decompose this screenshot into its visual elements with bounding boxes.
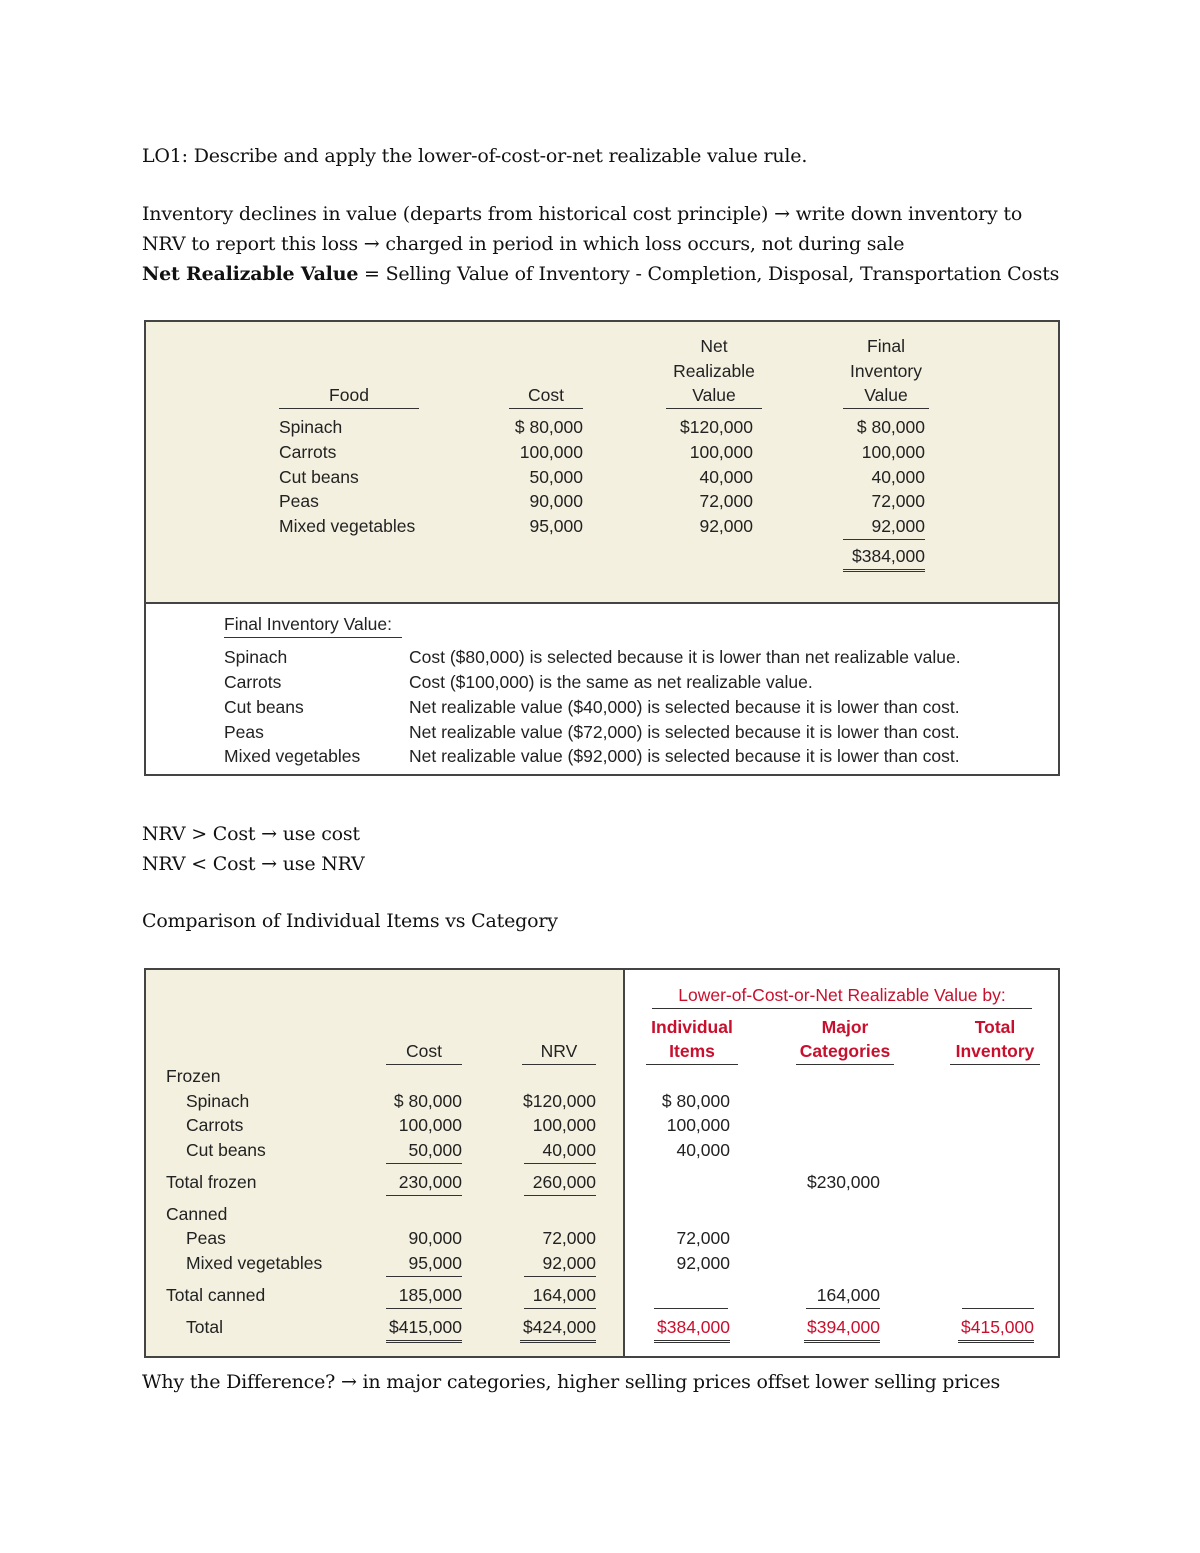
explain-text: Net realizable value ($40,000) is selected because it is lower than cost. (409, 697, 960, 717)
lcnrv-by-header: Lower-of-Cost-or-Net Realizable Value by: (652, 983, 1032, 1009)
nrv-cell: 92,000 (699, 516, 753, 536)
nrv-cell: 72,000 (699, 491, 753, 511)
final-cell: $ 80,000 (856, 417, 925, 437)
explain-text: Net realizable value ($72,000) is selected because it is lower than cost. (409, 722, 960, 742)
final-cell: 92,000 (843, 514, 925, 540)
grand-total-label: Total (186, 1317, 223, 1337)
col-header-nrv-3: Value (666, 383, 762, 409)
total-frozen-label: Total frozen (166, 1172, 257, 1192)
cost-cell: 95,000 (529, 516, 583, 536)
explain-item: Mixed vegetables (224, 746, 361, 766)
explain-item: Peas (224, 722, 264, 742)
paragraph-line-1: Inventory declines in value (departs from historical cost principle) → write down inventory to (142, 203, 1023, 225)
rule-nrv-less: NRV < Cost → use NRV (142, 853, 365, 875)
cost-cell: $ 80,000 (393, 1091, 462, 1111)
nrv-label: Net Realizable Value (142, 263, 359, 285)
comparison-title: Comparison of Individual Items vs Category (142, 910, 558, 932)
col-header-nrv: NRV (522, 1039, 596, 1065)
total-frozen-major: $230,000 (807, 1172, 880, 1192)
item-cell: Spinach (186, 1091, 250, 1111)
col-header-nrv-1: Net (700, 336, 728, 356)
total-subtotal-rule (962, 1283, 1034, 1309)
nrv-cell: $120,000 (680, 417, 753, 437)
explain-item: Cut beans (224, 697, 304, 717)
total-canned-cost: 185,000 (386, 1283, 462, 1309)
col-header-final-2: Inventory (850, 361, 922, 381)
rule-nrv-greater: NRV > Cost → use cost (142, 823, 360, 845)
item-cell: Cut beans (186, 1140, 266, 1160)
total-canned-label: Total canned (166, 1285, 266, 1305)
col-header-food: Food (279, 383, 419, 409)
explain-text: Cost ($80,000) is selected because it is lower than net realizable value. (409, 647, 961, 667)
paragraph-line-2: NRV to report this loss → charged in period in which loss occurs, not during sale (142, 233, 905, 255)
explain-item: Carrots (224, 672, 282, 692)
group-label-canned: Canned (166, 1204, 228, 1224)
food-cell: Carrots (279, 442, 337, 462)
lcnrv-example-table (144, 320, 1060, 776)
individual-cell: 100,000 (666, 1115, 730, 1135)
nrv-cell: 100,000 (532, 1115, 596, 1135)
cost-cell: 90,000 (408, 1228, 462, 1248)
individual-cell: 40,000 (676, 1140, 730, 1160)
lcnrv-table-top-panel (146, 322, 1058, 604)
cost-cell: 90,000 (529, 491, 583, 511)
group-label-frozen: Frozen (166, 1066, 221, 1086)
total-frozen-nrv: 260,000 (524, 1170, 596, 1196)
col-header-cost: Cost (386, 1039, 462, 1065)
food-cell: Spinach (279, 417, 343, 437)
nrv-cell: 92,000 (524, 1251, 596, 1277)
col-header-final-3: Value (843, 383, 929, 409)
lo1-heading: LO1: Describe and apply the lower-of-cost-or-net realizable value rule. (142, 145, 808, 167)
grand-total-major: $394,000 (804, 1315, 880, 1343)
item-cell: Carrots (186, 1115, 244, 1135)
food-cell: Mixed vegetables (279, 516, 416, 536)
cost-cell: 50,000 (529, 467, 583, 487)
total-frozen-cost: 230,000 (386, 1170, 462, 1196)
final-cell: 100,000 (861, 442, 925, 462)
why-difference: Why the Difference? → in major categories, higher selling prices offset lower selling prices (142, 1371, 1001, 1393)
explain-item: Spinach (224, 647, 288, 667)
grand-total-cost: $415,000 (386, 1315, 462, 1343)
final-cell: 72,000 (871, 491, 925, 511)
grand-total-nrv: $424,000 (520, 1315, 596, 1343)
col-header-total-1: Total (974, 1017, 1016, 1037)
individual-subtotal-rule (654, 1283, 728, 1309)
individual-cell: 72,000 (676, 1228, 730, 1248)
cost-cell: 50,000 (386, 1138, 462, 1164)
col-header-individual-2: Items (646, 1039, 738, 1065)
item-cell: Peas (186, 1228, 226, 1248)
explain-text: Net realizable value ($92,000) is selected because it is lower than cost. (409, 746, 960, 766)
total-canned-major: 164,000 (806, 1283, 880, 1309)
col-header-nrv-2: Realizable (673, 361, 755, 381)
grand-total-inventory: $415,000 (958, 1315, 1034, 1343)
comparison-table (144, 968, 1060, 1358)
cost-cell: 95,000 (386, 1251, 462, 1277)
nrv-cell: 100,000 (689, 442, 753, 462)
col-header-cost: Cost (509, 383, 583, 409)
total-canned-nrv: 164,000 (524, 1283, 596, 1309)
nrv-cell: $120,000 (523, 1091, 596, 1111)
food-cell: Peas (279, 491, 319, 511)
col-header-individual-1: Individual (651, 1017, 733, 1037)
final-cell: 40,000 (871, 467, 925, 487)
col-header-major-1: Major (821, 1017, 869, 1037)
individual-cell: 92,000 (676, 1253, 730, 1273)
grand-total-individual: $384,000 (654, 1315, 730, 1343)
item-cell: Mixed vegetables (186, 1253, 323, 1273)
cost-cell: 100,000 (519, 442, 583, 462)
col-header-final-1: Final (867, 336, 905, 356)
nrv-formula: = Selling Value of Inventory - Completion, Disposal, Transportation Costs (358, 263, 1060, 285)
cost-cell: 100,000 (398, 1115, 462, 1135)
explain-text: Cost ($100,000) is the same as net realizable value. (409, 672, 813, 692)
col-header-major-2: Categories (796, 1039, 894, 1065)
nrv-cell: 40,000 (524, 1138, 596, 1164)
individual-cell: $ 80,000 (661, 1091, 730, 1111)
explain-title: Final Inventory Value: (224, 612, 402, 638)
food-cell: Cut beans (279, 467, 359, 487)
cost-cell: $ 80,000 (514, 417, 583, 437)
final-total: $384,000 (843, 544, 925, 572)
nrv-cell: 40,000 (699, 467, 753, 487)
nrv-cell: 72,000 (542, 1228, 596, 1248)
nrv-definition (142, 263, 1059, 285)
col-header-total-2: Inventory (950, 1039, 1040, 1065)
